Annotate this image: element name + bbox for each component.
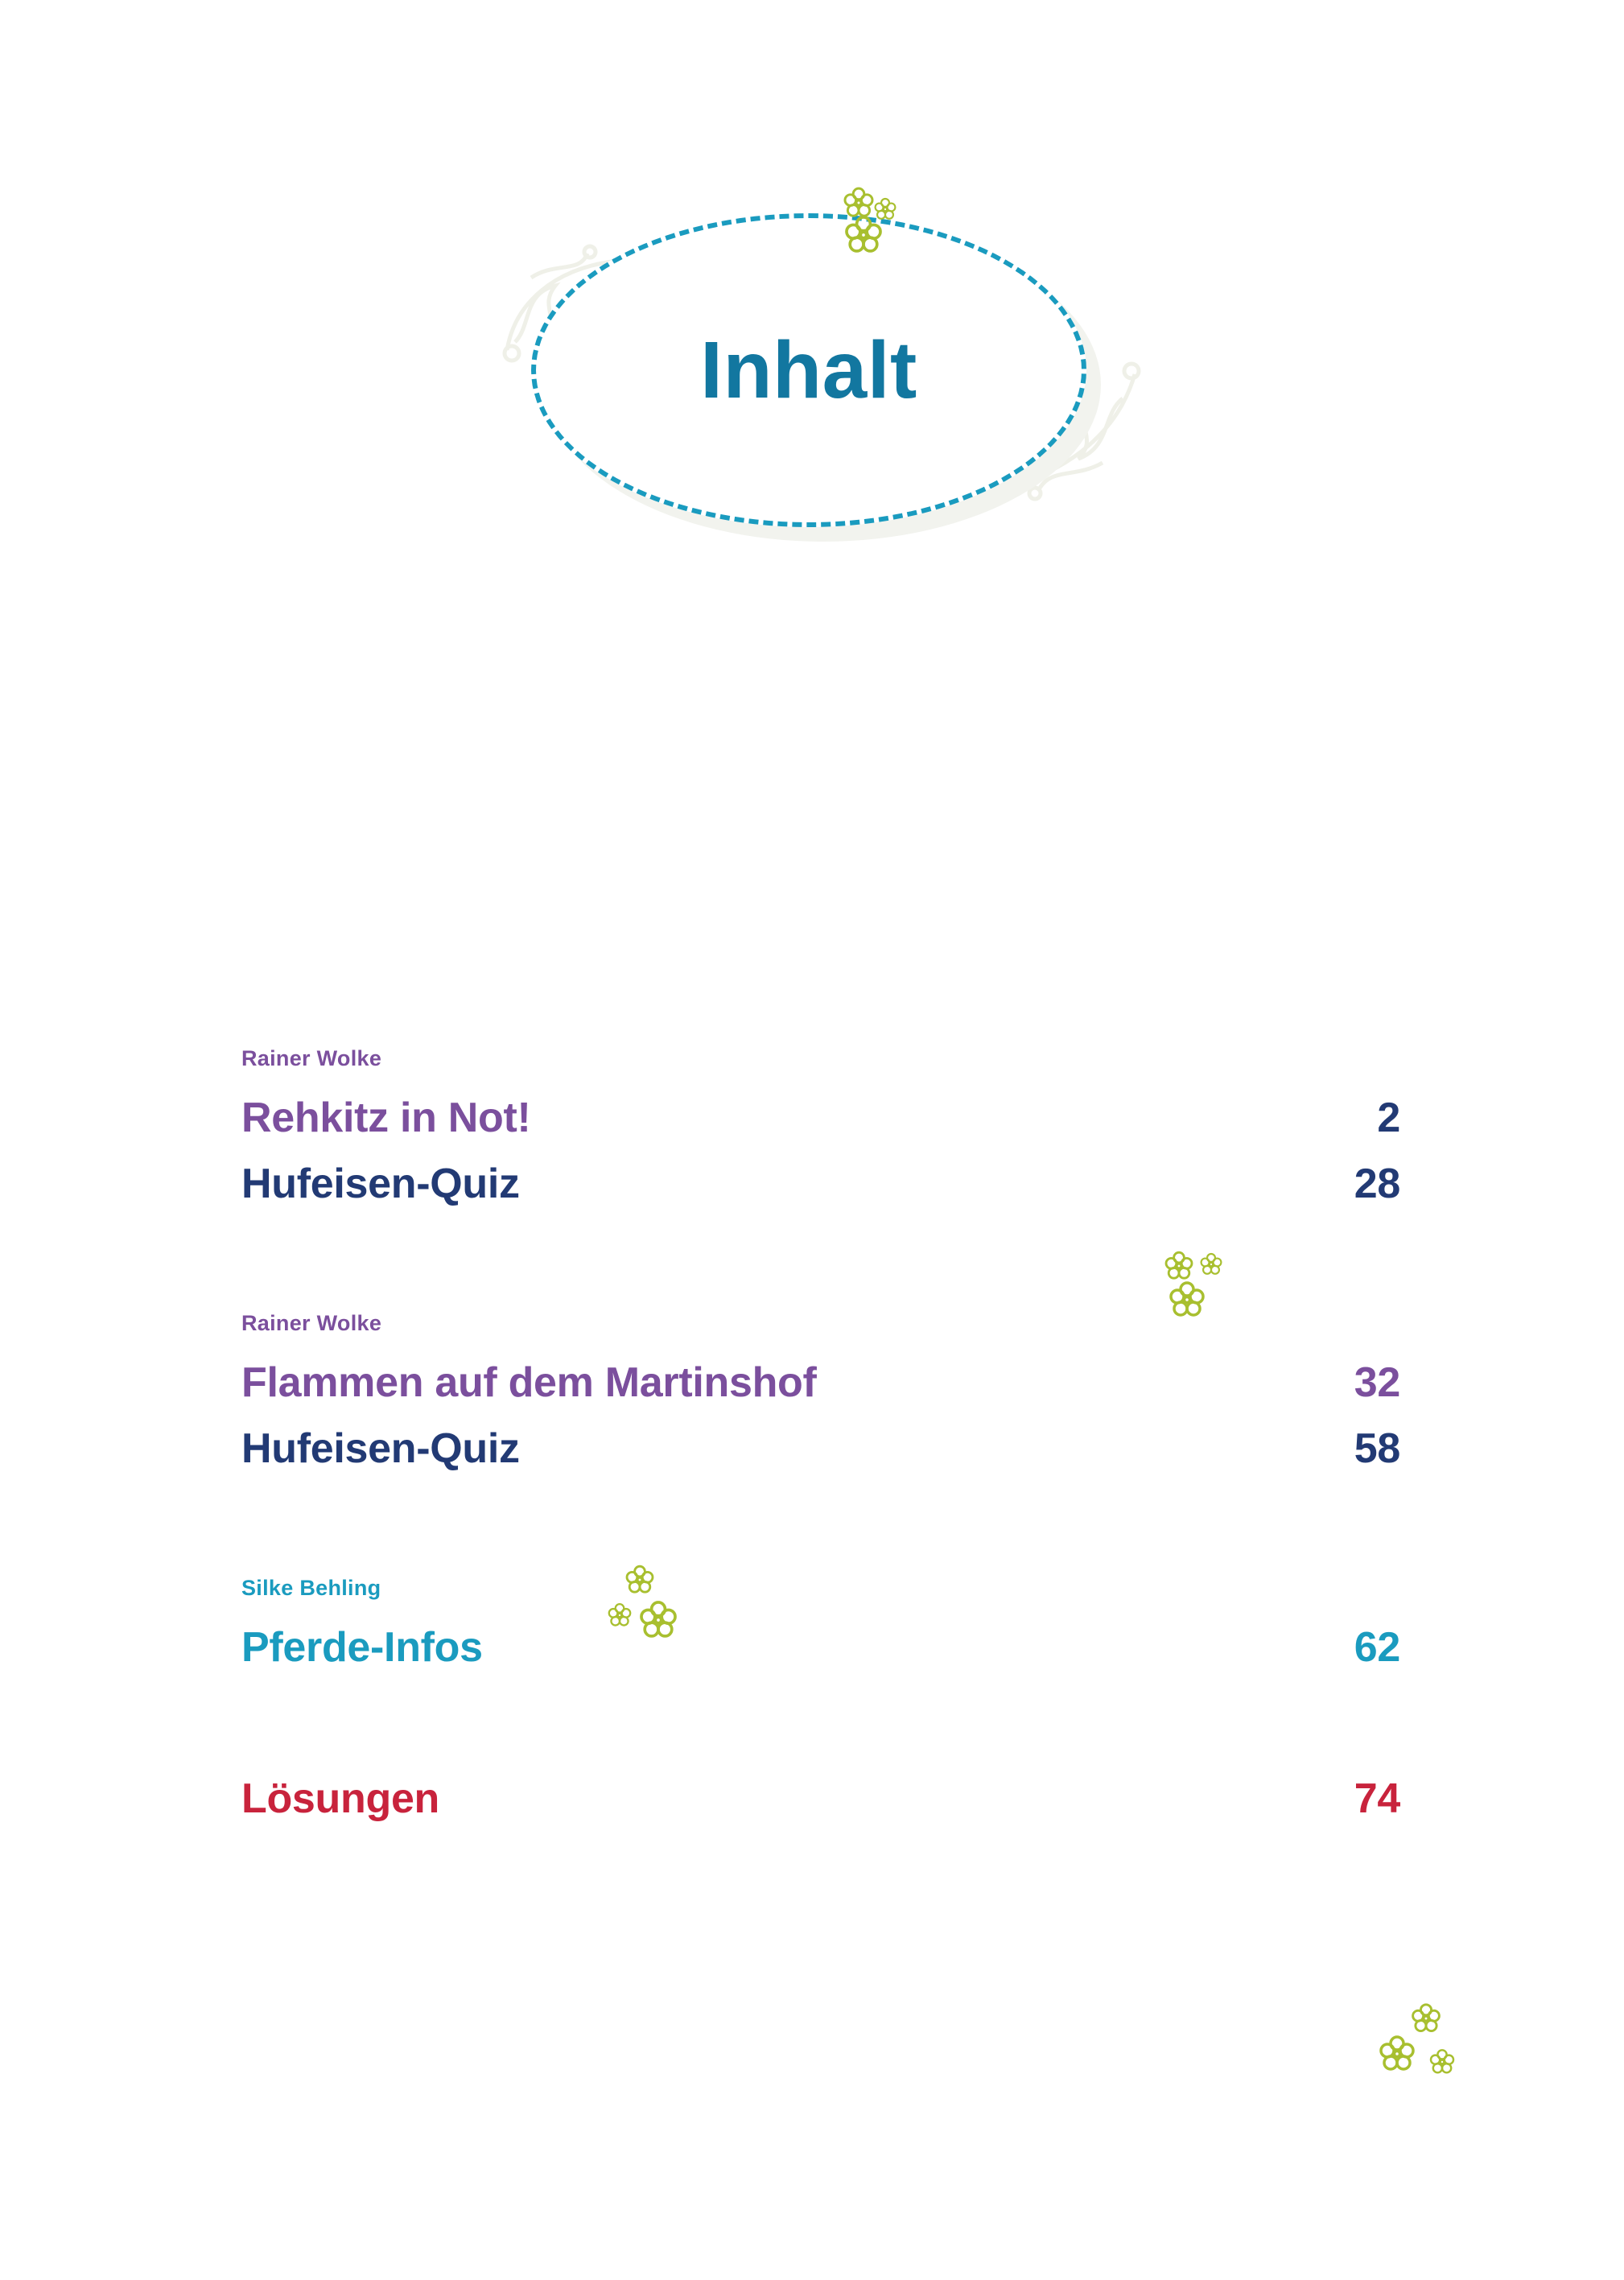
toc-author: Silke Behling <box>241 1576 381 1600</box>
toc-author: Rainer Wolke <box>241 1046 382 1070</box>
toc-entry-title: Hufeisen-Quiz <box>241 1425 520 1472</box>
toc-entry-page: 74 <box>1354 1775 1400 1822</box>
toc-entry-page: 62 <box>1354 1624 1400 1671</box>
toc-group <box>241 1311 1400 1473</box>
toc-entry-page: 2 <box>1377 1095 1400 1141</box>
toc-entry[interactable] <box>241 1623 1400 1672</box>
toc-entry[interactable] <box>241 1424 1400 1473</box>
table-of-contents <box>241 1046 1400 1823</box>
toc-entry-title: Flammen auf dem Martinshof <box>241 1359 817 1406</box>
page-title: Inhalt <box>700 324 917 415</box>
toc-entry-title: Hufeisen-Quiz <box>241 1161 520 1207</box>
toc-group <box>241 1046 1400 1208</box>
toc-group <box>241 1576 1400 1672</box>
toc-entry-page: 58 <box>1354 1425 1400 1472</box>
toc-entry[interactable] <box>241 1359 1400 1407</box>
page-title-block <box>531 213 1094 535</box>
toc-entry[interactable] <box>241 1094 1400 1142</box>
toc-entry[interactable] <box>241 1160 1400 1208</box>
toc-entry-title: Pferde-Infos <box>241 1624 483 1671</box>
toc-author: Rainer Wolke <box>241 1311 382 1335</box>
toc-entry-title: Rehkitz in Not! <box>241 1095 531 1141</box>
toc-group-solutions <box>241 1775 1400 1823</box>
toc-entry-page: 32 <box>1354 1359 1400 1406</box>
toc-entry[interactable] <box>241 1775 1400 1823</box>
flower-cluster-icon <box>1368 1996 1481 2101</box>
toc-entry-title: Lösungen <box>241 1775 440 1822</box>
toc-entry-page: 28 <box>1354 1161 1400 1207</box>
